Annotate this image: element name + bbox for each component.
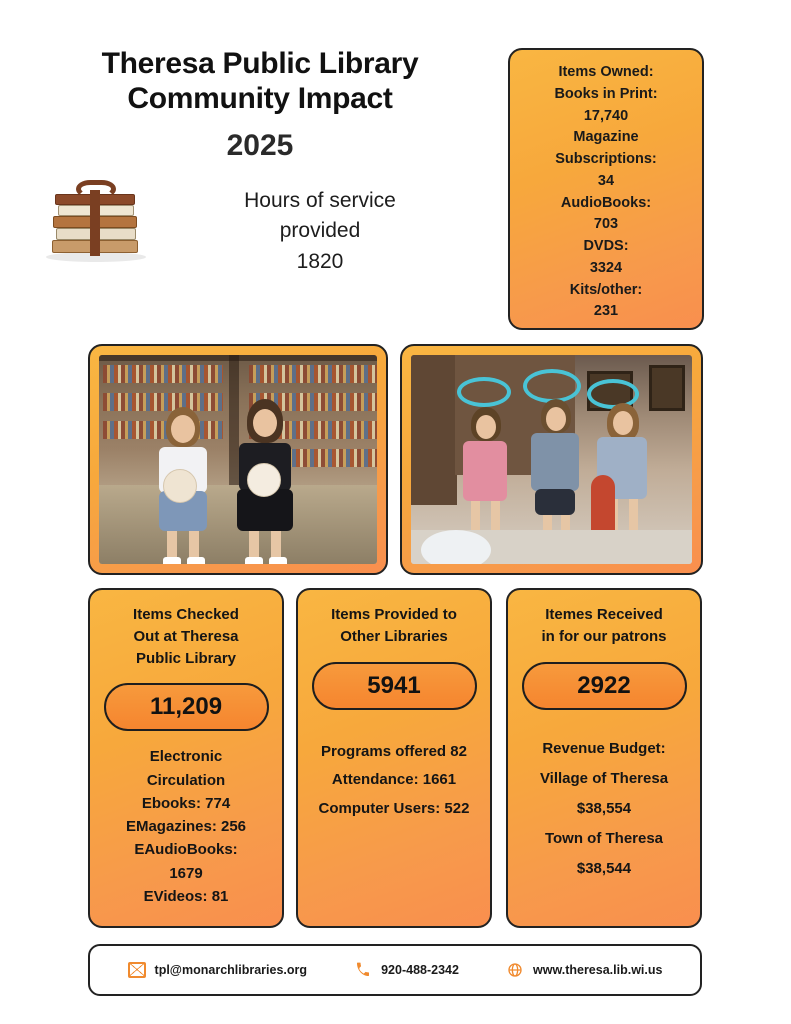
received-heading-line-2: in for our patrons — [541, 627, 667, 645]
received-body-line: Village of Theresa — [539, 769, 669, 787]
hours-label-line-1: Hours of service — [244, 189, 396, 212]
provided-heading-line-1: Items Provided to — [331, 606, 457, 623]
checked-out-heading-line-1: Items Checked — [133, 606, 239, 623]
received-body-line: Town of Theresa — [544, 829, 664, 847]
checked-out-body-line: EVideos: 81 — [143, 887, 229, 905]
checked-out-body-line: Ebooks: 774 — [141, 794, 231, 812]
items-owned-line: 34 — [597, 172, 615, 189]
contact-footer — [88, 944, 702, 996]
items-owned-line: 17,740 — [583, 107, 629, 124]
mail-icon — [128, 962, 146, 978]
received-body-line: Revenue Budget: — [542, 739, 666, 757]
received-body-line: $38,554 — [576, 799, 632, 817]
checked-out-body-line: Electronic — [149, 748, 223, 766]
globe-icon — [506, 962, 524, 978]
checked-out-body-line: Circulation — [146, 771, 226, 789]
items-owned-line: 3324 — [589, 259, 623, 276]
photo-card-right — [400, 344, 703, 575]
received-value-pill: 2922 — [522, 662, 687, 710]
checked-out-body-line: EAudioBooks: — [134, 841, 238, 859]
items-owned-line: DVDS: — [583, 238, 629, 254]
email-text: tpl@monarchlibraries.org — [154, 963, 308, 977]
items-owned-line: Kits/other: — [569, 281, 643, 298]
phone-text: 920-488-2342 — [381, 963, 459, 977]
items-received-card — [506, 588, 702, 928]
contact-website[interactable] — [506, 962, 662, 978]
received-heading-line-1: Itemes Received — [545, 606, 663, 623]
contact-phone[interactable] — [354, 962, 459, 978]
items-owned-line: Items Owned: — [558, 64, 654, 80]
received-body-line: $38,544 — [576, 859, 632, 877]
items-owned-line: Magazine — [573, 129, 639, 146]
hours-label-line-2: provided — [279, 219, 361, 243]
contact-email[interactable] — [128, 962, 308, 978]
provided-heading-line-2: Other Libraries — [340, 627, 448, 645]
items-owned-line: Books in Print: — [554, 85, 658, 102]
items-provided-card — [296, 588, 492, 928]
provided-body-line: Attendance: 1661 — [331, 771, 457, 788]
items-owned-line: 231 — [593, 303, 619, 320]
items-owned-card — [508, 48, 704, 330]
year-label: 2025 — [226, 128, 294, 162]
checked-out-heading-line-2: Out at Theresa — [133, 627, 239, 645]
photo-two-girls-with-stuffed-animals — [99, 355, 377, 564]
photo-card-left — [88, 344, 388, 575]
website-text: www.theresa.lib.wi.us — [533, 963, 663, 977]
photo-kids-with-balloon-hats — [411, 355, 692, 564]
hours-value: 1820 — [296, 249, 344, 273]
checked-out-heading-line-3: Public Library — [135, 649, 237, 667]
provided-value-pill: 5941 — [312, 662, 477, 710]
phone-icon — [354, 962, 372, 978]
items-checked-out-card — [88, 588, 284, 928]
person-child-right — [227, 399, 305, 564]
checked-out-body-line: 1679 — [169, 864, 203, 882]
provided-body-line: Programs offered 82 — [321, 742, 467, 760]
items-owned-line: Subscriptions: — [555, 151, 657, 167]
title-line-1: Theresa Public Library — [101, 47, 419, 80]
hours-of-service-block — [40, 178, 490, 278]
checked-out-body-line: EMagazines: 256 — [125, 818, 247, 835]
items-owned-line: AudioBooks: — [560, 194, 652, 211]
provided-body-line: Computer Users: 522 — [318, 799, 470, 817]
title-line-2: Community Impact — [127, 82, 393, 116]
person-child-left — [147, 407, 221, 564]
stacked-books-icon — [40, 178, 150, 278]
items-owned-line: 703 — [593, 216, 619, 233]
checked-out-value-pill: 11,209 — [104, 683, 269, 731]
page-title — [40, 46, 480, 163]
